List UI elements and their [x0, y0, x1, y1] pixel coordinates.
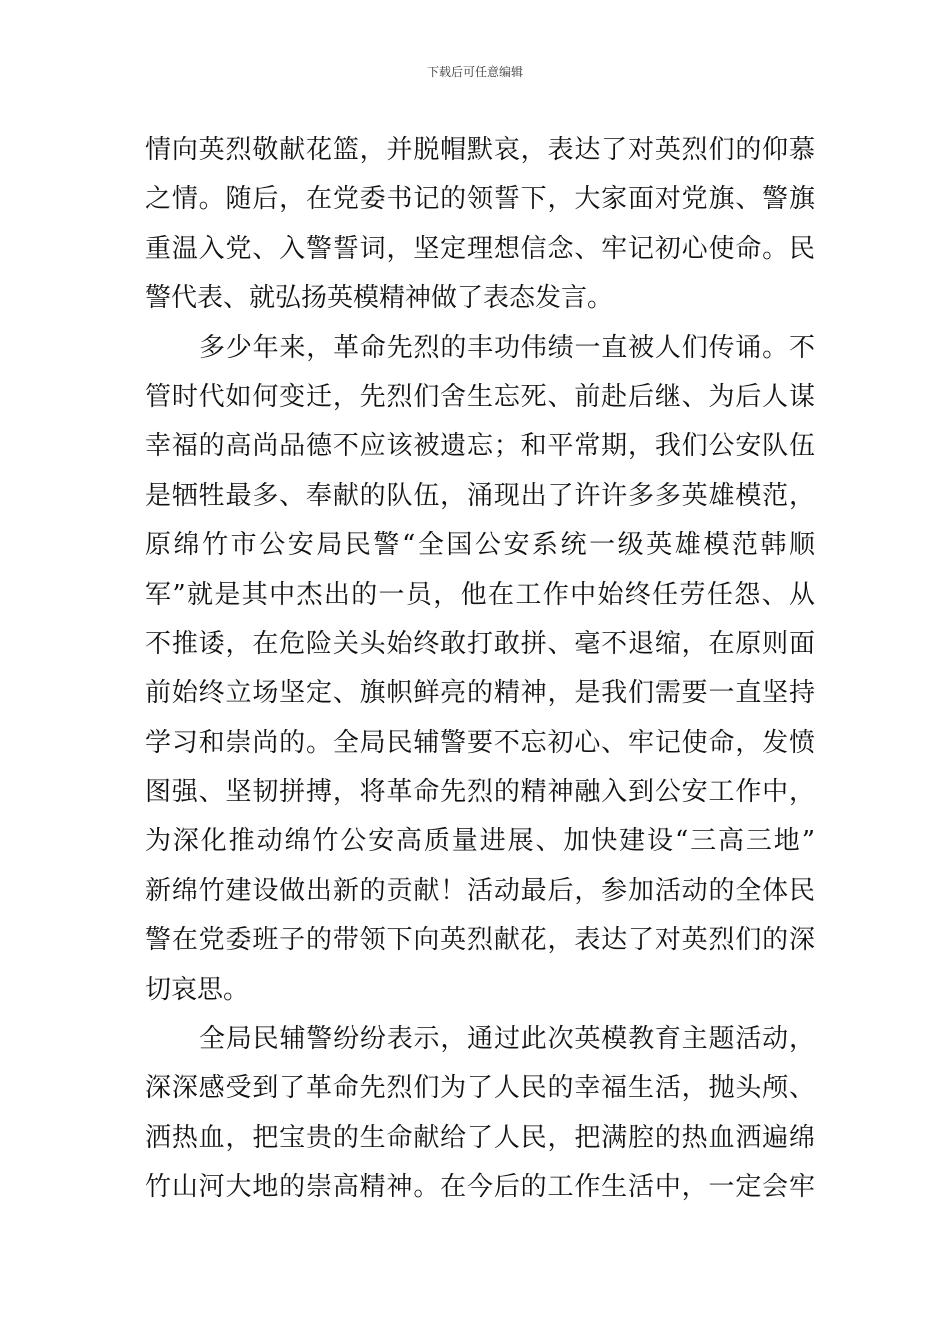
- text-line: 之情。随后，在党委书记的领誓下，大家面对党旗、警旗: [145, 184, 815, 215]
- page-header: 下载后可任意编辑: [426, 65, 523, 79]
- text-line: 为深化推动绵竹公安高质量进展、加快建设“三高三地”: [145, 826, 815, 857]
- text-line: 情向英烈敬献花篮，并脱帽默哀，表达了对英烈们的仰慕: [145, 135, 815, 165]
- text-line: 新绵竹建设做出新的贡献！活动最后，参加活动的全体民: [145, 875, 815, 906]
- text-line: 是牺牲最多、奉献的队伍，涌现出了许许多多英雄模范，: [145, 480, 815, 511]
- paragraph-3: [145, 1015, 815, 1213]
- text-line: 警在党委班子的带领下向英烈献花，表达了对英烈们的深: [145, 925, 815, 956]
- text-line: 深深感受到了革命先烈们为了人民的幸福生活，抛头颅、: [145, 1073, 815, 1104]
- text-line: 幸福的高尚品德不应该被遗忘；和平常期，我们公安队伍: [145, 431, 815, 462]
- text-line: 警代表、就弘扬英模精神做了表态发言。: [145, 283, 614, 314]
- text-line: 切哀思。: [145, 974, 250, 1005]
- text-line: 学习和崇尚的。全局民辅警要不忘初心、牢记使命，发愤: [145, 727, 815, 758]
- text-line: 前始终立场坚定、旗帜鲜亮的精神，是我们需要一直坚持: [145, 678, 815, 709]
- text-line: 管时代如何变迁，先烈们舍生忘死、前赴后继、为后人谋: [145, 381, 815, 412]
- text-line: 全局民辅警纷纷表示，通过此次英模教育主题活动，: [199, 1024, 815, 1055]
- paragraph-1: [145, 126, 815, 324]
- text-line: 原绵竹市公安局民警“全国公安系统一级英雄模范韩顺: [145, 530, 815, 561]
- text-line: 图强、坚韧拼搏，将革命先烈的精神融入到公安工作中，: [145, 777, 815, 808]
- text-line: 洒热血，把宝贵的生命献给了人民，把满腔的热血洒遍绵: [145, 1122, 815, 1153]
- text-line: 重温入党、入警誓词，坚定理想信念、牢记初心使命。民: [145, 233, 815, 264]
- text-line: 不推诿，在危险关头始终敢打敢拼、毫不退缩，在原则面: [145, 628, 815, 659]
- text-line: 竹山河大地的崇高精神。在今后的工作生活中，一定会牢: [145, 1172, 815, 1203]
- document-body: [145, 126, 815, 1213]
- paragraph-2: [145, 324, 815, 1015]
- text-line: 军”就是其中杰出的一员，他在工作中始终任劳任怨、从: [145, 579, 815, 610]
- text-line: 多少年来，革命先烈的丰功伟绩一直被人们传诵。不: [199, 332, 815, 363]
